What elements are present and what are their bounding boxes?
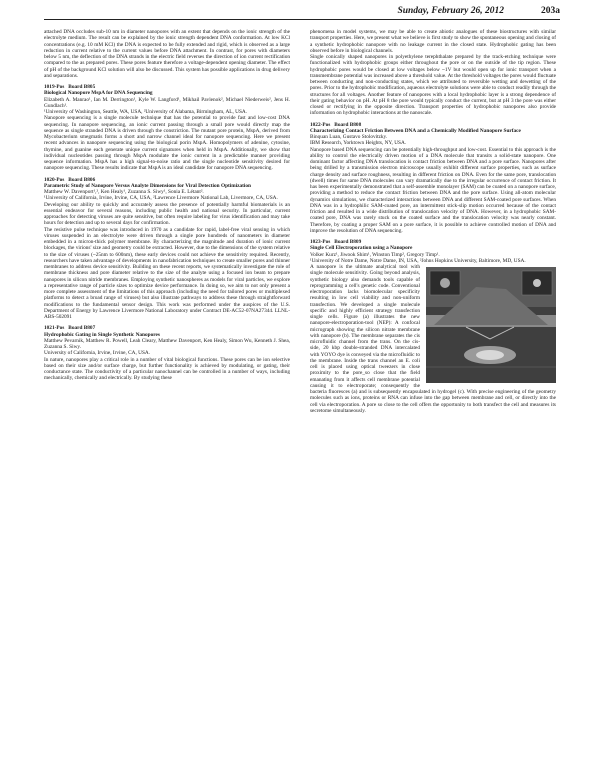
nanopore-electroporation-figure [426,267,556,383]
continued-paragraph: phenomena in model systems, we may be able to create abiotic analogues of these biostructures with similar transport properties. Here, we present what we believe is first study to show the spontaneous opening and closing of a synthetic hydrophobic nanopore with no leakage current in the closed state. Hydrophobic gating has been observed before in biological channels. [310,29,556,54]
abstract-1019 [44,84,290,172]
abstract-1020 [44,177,290,321]
abstract-title: Single Cell Electroporation using a Nanopore [310,245,413,252]
abstract-id: 1022-Pos Board B808 [310,121,362,128]
abstract-affiliations: ¹University of Notre Dame, Notre Dame, IN, USA, ²Johns Hopkins University, Baltimore, MD, USA. [310,257,526,264]
right-column [310,29,556,771]
abstract-1023 [310,239,556,414]
header-rule [44,19,560,20]
abstract-title: Characterizing Contact Friction Between DNA and a Chemically Modified Nanopore Surface [310,127,521,134]
abstract-authors: Volker Kurz¹, Jiwook Shim¹, Winston Timp², Gregory Timp¹. [310,251,440,258]
abstract-body: Nanopore sequencing is a single molecule technique that has the potential to provide fast and low-cost DNA sequencing. In nanopore sequencing, an ionic current passing through a small pore would directly map the sequence as single stranded DNA is driven through the constriction. The mutant pore protein, MspA, derived from Mycobacterium smegmatis forms a short and narrow channel ideal for nanopore sequencing. Here we present recent advances in nanopore sequencing using the biological porin MspA. Homopolymers of adenine, cytosine, thymine, and guanine each generate unique current signatures when held in MspA. Additionally, we show that individual nucleotides passing through MspA modulate the ionic current in a predictable manner providing sequence information. MspA has a high signal-to-noise ratio and the single nucleotide sensitivity desired for nanopore sequencing. These results indicate that MspA is an ideal candidate for nanopore DNA sequencing. [44,115,290,172]
abstract-authors: Matthew W. Davenport¹,², Ken Healy¹, Zuzanna S. Siwy¹, Sonia E. Létant². [44,189,204,195]
continued-paragraph-2: Single conically shaped nanopores in polyethylene terephthalate prepared by the track-etching technique were functionalized with hydrophobic groups either throughout the pore or on the outside of the tip region. These hydrophobic pores would be closed at low voltages below ~1V but would open up for ionic transport when a transmembrane potential was increased above a threshold value. At the threshold voltages the pores would fluctuate between conducting and non-conducting states, which we attributed to reversible wetting and dewetting of the pores. Prior to the hydrophobic modification, aqueous electrolyte solutions were able to conduct readily through the structures for all voltages. Another feature of nanopores with a local hydrophobic layer is a strong dependence of their gating behavior on pH. At pH 8 the pore would typically conduct the current, but at pH 3 the pore was either closed or rectifying in the opposite direction. Transport properties of hydrophobic nanopores also provide information on hydrophobic interactions at the nanoscale. [310,54,556,117]
abstract-1022 [310,122,556,235]
continued-paragraph: attached DNA occludes sub-10 nm in diameter nanopores with an extent that depends on the ionic strength of the electrolyte medium. The result can be explained by the ionic strength dependent DNA conformation. At low KCl concentrations (e.g. 10 mM KCl) the DNA is expected to be fully extended and rigid, which is observed as a large reduction in current relative to the current values before DNA attachment. In contrast, for pores with diameters below 5 nm, the deflection of the DNA strands in the electric field reverses the direction of ion current rectification compared to the as prepared pores. These pores feature therefore a voltage-dependent opening diameter. The effect of pH of the background KCl solution will also be discussed. This system has possible applications in drug delivery and separations. [44,29,290,79]
abstract-title: Biological Nanopore MspA for DNA Sequencing [44,90,153,97]
abstract-authors: Matthew Pevarnik, Matthew R. Powell, Leah Cleary, Matthew Davenport, Ken Healy, Simon Wu, Kenneth J. Shea, Zuzanna S. Siwy. [44,337,290,350]
abstract-authors: Elizabeth A. Manrao¹, Ian M. Derrington¹, Kyle W. Langford¹, Mikhail Pavlenok², Michael Niederweis², Jens H. Gundlach¹. [44,96,290,109]
abstract-affiliations: ¹University of California, Irvine, Irvine, CA, USA, ²Lawrence Livermore National Lab, Livermore, CA, USA. [44,195,278,202]
abstract-id: 1020-Pos Board B806 [44,176,96,183]
abstract-title: Parametric Study of Nanopore Versus Analyte Dimensions for Viral Detection Optimization [44,182,251,189]
abstract-body-2: The resistive pulse technique was introduced in 1970 as a candidate for rapid, label-free viral sensing in which viruses suspended in an electrolyte were driven through a single pore hundreds of nanometers in diameter embedded in a micron-thick polymer membrane. By characterizing the magnitude and duration of ionic current blockages, the virions' size and geometry could be extracted. However, due to the dimensions of the system relative to the size of viruses (~25nm to 600nm), these early devices could not achieve the sensitivity required. Recently, researchers have taken advantage of developments in nanofabrication techniques to create smaller pores and thinner membranes to address device sensitivity. Building on these recent reports, we systematically investigate the role of membrane thickness and pore diameter relative to the size of the analyte using a focused ion beam to prepare nanopores in silicon nitride membranes. Employing synthetic nanospheres as models for viral particles, we explore a representative range of particle sizes to optimize device performance. In doing so, we aim to not only present a more complete assessment of the limitations of this approach (including the need for tailored pores or multiplexed platforms to detect a broad range of viruses) but also illustrate pathways to address these through straightforward modifications to the fundamental sensor design. This work was performed under the auspices of the U.S. Department of Energy by Lawrence Livermore National Laboratory under Contract DE-AC52-07NA27344. LLNL-ABS-502091 [44,226,290,320]
page-number: 203a [541,6,560,16]
abstract-body: Developing our ability to quickly and accurately assess the presence of potentially harmful biomaterials is an essential endeavor for several reasons, including public health and national security. In particular, current approaches for detecting viruses are quite sensitive, but often require labeling for virus identification and may take hours for detection and up to several days for confirmation. [44,201,290,227]
abstract-authors: Binquan Luan, Gustavo Stolovitzky. [310,134,388,140]
figure-graphic [426,267,556,383]
abstract-title: Hydrophobic Gating in Single Synthetic Nanopores [44,331,160,338]
abstract-affiliations: ¹University of Washington, Seattle, WA, USA, ²University of Alabama, Birmingham, AL, USA. [44,109,248,115]
abstract-body: A nanopore is the ultimate analytical tool with single molecule sensitivity. Going beyond analysis, synthetic biology also demands tools capable of reprogramming a cell's genetic code. Conventional electroporation lacks biomolecular specificity resulting in low cell viability and non-uniform transfection. We developed a single molecule specific and highly efficient strategy transfection single cells. Figure (a) illustrates the new nanopore-electroporation-tool (NEP): A confocal micrograph showing the silicon nitrate membrane with nanopore (b). The membrane separates the cis microfluidic channel from the trans. On the cis-side, 20 kbp double-stranded DNA intercalated with YOYO dye is conveyed via the microfluidic to the membrane. Inside the trans channel an E. coli cell is placed using optical tweezers in close proximity to the pore_so close that the field emanating from it affects cell membrane potential causing it to electroporate; consequently the bacteria fluoresces (a) and is subsequently encapsulated in hydrogel (c). With precise engineering of the geometry molecules such as ions, proteins or RNA can infuse into the gap between membrane and cell, or directly into the cell via electroporation. A pore so close to the cell offers the opportunity to both transfect the cell and measures its secretome simultaneously. [310,264,556,414]
page-header [44,6,560,20]
abstract-1021 [44,325,290,381]
abstract-id: 1023-Pos Board B809 [310,239,362,245]
abstract-body: Nanopore based DNA sequencing can be potentially high-throughput and low-cost. Essential to this approach is the ability to control the electrically driven motion of a DNA molecule that transits a solid-state nanopore. One dominant factor affecting DNA translocation is contact friction between DNA and a pore surface. Nanopores after being drilled by a transmission electron microscope usually exhibit different surface properties, such as surface charge density and surface roughness, resulting in different friction on DNA. Even for the same pore, translocation (dwell) times for same DNA molecules can vary dramatically due to the irregular occurrence of contact friction. It has been experimentally demonstrated that a self-assemble monolayer (SAM) can be coated on a nanopore surface, providing a method to reduce the contact friction between DNA and the pore surface. Using all-atom molecular dynamics simulations, we characterized interactions between DNA and different SAM-coated pore surfaces. When DNA was in a hydrophilic SAM-coated pore, an intermittent stick-slip motion occurred because of the contact friction and resulted in a wide distribution of translocation velocity of DNA. However, in a hydrophobic SAM-coated pore, DNA was rarely stuck on the coated surface and the translocation velocity was nearly constant. Therefore, by coating a proper SAM on a pore surface, it is possible to achieve controlled motion of DNA and improve the resolution of DNA sequencing. [310,146,556,234]
abstract-id: 1021-Pos Board B807 [44,325,96,332]
abstract-affiliations: IBM Research, Yorktown Heights, NY, USA. [310,140,407,147]
abstract-affiliations: University of California, Irvine, Irvine, CA, USA. [44,350,151,357]
abstract-body: In nature, nanopores play a critical role in a number of vital biological functions. These pores can be ion selective based on their size and/or surface charge, but further functionality is achieved by modulating, or gating, their conductance state. The conductivity of a particular nanochannel can be controlled in a number of ways, including mechanically, chemically and electrically. By studying these [44,356,290,382]
header-date: Sunday, February 26, 2012 [397,6,504,16]
abstract-id: 1019-Pos Board B805 [44,84,96,90]
left-column [44,29,290,771]
